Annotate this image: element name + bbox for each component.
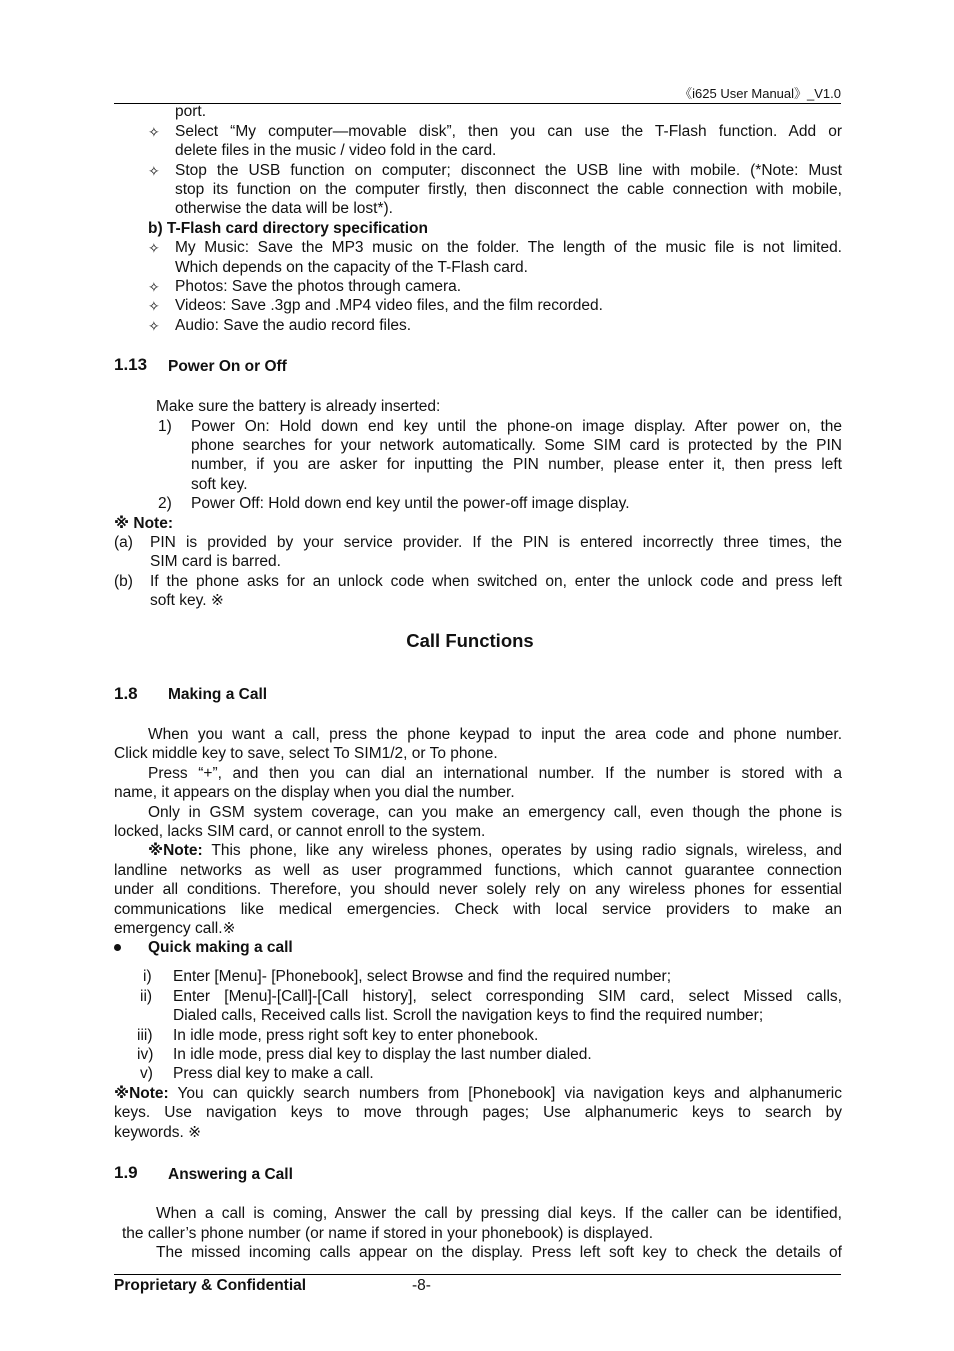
answering-p1-line-2: the caller’s phone number (or name if stored in your phonebook) is displayed. — [122, 1225, 654, 1242]
diamond-bullet-icon: ✧ — [148, 163, 160, 179]
usb-bullet-2-line-2: stop its function on the computer firstly, then disconnect the cable connection with mobile, — [175, 181, 842, 198]
filled-bullet-icon — [114, 944, 121, 951]
section-title-answering-call: Answering a Call — [168, 1166, 293, 1183]
quick-num-ii: ii) — [140, 988, 153, 1005]
note-text: You can quickly search numbers from [Phonebook] via navigation keys and alphanumeric — [168, 1085, 842, 1102]
answering-p2-line-1: The missed incoming calls appear on the display. Press left soft key to check the details of — [156, 1244, 842, 1261]
quick-item-iv: In idle mode, press dial key to display the last number dialed. — [173, 1046, 592, 1063]
quick-call-heading: Quick making a call — [148, 939, 293, 956]
note-a-label: (a) — [114, 534, 133, 551]
footer-confidential: Proprietary & Confidential — [114, 1277, 307, 1294]
making-note-line-5: emergency call.※ — [114, 920, 236, 937]
power-num-2: 2) — [158, 495, 172, 512]
power-off-text: Power Off: Hold down end key until the power-off image display. — [191, 495, 630, 512]
note-b-label: (b) — [114, 573, 133, 590]
header-rule — [114, 103, 841, 104]
making-note-line-3: under all conditions. Therefore, you should never solely rely on any wireless phones for essential — [114, 881, 842, 898]
making-note-line-4: communications like medical emergencies. Check with local service providers to make an — [114, 901, 842, 918]
making-p3-line-1: Only in GSM system coverage, can you make an emergency call, even though the phone is — [148, 804, 842, 821]
quick-note-line-2: keys. Use navigation keys to move through pages; Use alphanumeric keys to search by — [114, 1104, 842, 1121]
note-b-line-2: soft key. ※ — [150, 592, 224, 609]
power-on-line-1: Power On: Hold down end key until the phone-on image display. After power on, the — [191, 418, 842, 435]
quick-num-iii: iii) — [137, 1027, 153, 1044]
diamond-bullet-icon: ✧ — [148, 298, 160, 314]
footer-rule — [114, 1274, 841, 1275]
tflash-subheading: b) T-Flash card directory specification — [148, 220, 428, 237]
quick-num-iv: iv) — [137, 1046, 154, 1063]
power-intro: Make sure the battery is already inserted: — [156, 398, 441, 415]
making-p2-line-1: Press “+”, and then you can dial an international number. If the number is stored with a — [148, 765, 842, 782]
answering-p1-line-1: When a call is coming, Answer the call by pressing dial keys. If the caller can be identified, — [156, 1205, 842, 1222]
making-p3-line-2: locked, lacks SIM card, or cannot enroll to the system. — [114, 823, 486, 840]
quick-item-iii: In idle mode, press right soft key to enter phonebook. — [173, 1027, 539, 1044]
power-on-line-2: phone searches for your network automatically. Some SIM card is protected by the PIN — [191, 437, 842, 454]
making-p2-line-2: name, it appears on the display when you dial the number. — [114, 784, 515, 801]
quick-item-ii-line-1: Enter [Menu]-[Call]-[Call history], select corresponding SIM card, select Missed calls, — [173, 988, 842, 1005]
note-b-line-1: If the phone asks for an unlock code when switched on, enter the unlock code and press left — [150, 573, 842, 590]
tflash-videos: Videos: Save .3gp and .MP4 video files, and the film recorded. — [175, 297, 603, 314]
note-a-line-1: PIN is provided by your service provider. If the PIN is entered incorrectly three times, the — [150, 534, 842, 551]
making-p1-line-2: Click middle key to save, select To SIM1/2, or To phone. — [114, 745, 498, 762]
quick-item-i: Enter [Menu]- [Phonebook], select Browse and find the required number; — [173, 968, 672, 985]
quick-note-line-3: keywords. ※ — [114, 1124, 202, 1141]
diamond-bullet-icon: ✧ — [148, 318, 160, 334]
header-title: 《i625 User Manual》_V1.0 — [679, 86, 841, 101]
usb-bullet-2-line-3: otherwise the data will be lost*). — [175, 200, 393, 217]
section-number-1-13: 1.13 — [114, 355, 148, 374]
quick-note-line-1 — [114, 1084, 842, 1103]
power-on-line-4: soft key. — [191, 476, 248, 493]
quick-num-v: v) — [140, 1065, 153, 1082]
diamond-bullet-icon: ✧ — [148, 279, 160, 295]
chapter-title-call-functions: Call Functions — [406, 630, 534, 651]
quick-num-i: i) — [143, 968, 152, 985]
power-on-line-3: number, if you are asker for inputting the PIN number, please enter it, then press left — [191, 456, 842, 473]
diamond-bullet-icon: ✧ — [148, 124, 160, 140]
making-note-line-2: landline networks as well as user programmed functions, which cannot guarantee connection — [114, 862, 842, 879]
note-label: ※Note: — [148, 842, 203, 859]
making-note-line-1 — [148, 841, 842, 860]
tflash-photos: Photos: Save the photos through camera. — [175, 278, 462, 295]
tflash-music-line-1: My Music: Save the MP3 music on the folder. The length of the music file is not limited. — [175, 239, 842, 256]
note-text: This phone, like any wireless phones, operates by using radio signals, wireless, and — [202, 842, 842, 859]
usb-bullet-1-line-2: delete files in the music / video fold in the card. — [175, 142, 497, 159]
section-number-1-8: 1.8 — [114, 684, 138, 703]
usb-continuation: port. — [175, 103, 207, 120]
footer-page-number: -8- — [412, 1277, 431, 1294]
quick-item-ii-line-2: Dialed calls, Received calls list. Scroll the navigation keys to find the required number; — [173, 1007, 764, 1024]
note-a-line-2: SIM card is barred. — [150, 553, 281, 570]
tflash-music-line-2: Which depends on the capacity of the T-Flash card. — [175, 259, 528, 276]
tflash-audio: Audio: Save the audio record files. — [175, 317, 412, 334]
power-note-label: ※ Note: — [114, 515, 173, 532]
quick-item-v: Press dial key to make a call. — [173, 1065, 374, 1082]
section-title-power: Power On or Off — [168, 358, 287, 375]
making-p1-line-1: When you want a call, press the phone keypad to input the area code and phone number. — [148, 726, 842, 743]
power-num-1: 1) — [158, 418, 172, 435]
section-title-making-call: Making a Call — [168, 686, 268, 703]
note-label: ※Note: — [114, 1085, 169, 1102]
section-number-1-9: 1.9 — [114, 1163, 138, 1182]
usb-bullet-1-line-1: Select “My computer—movable disk”, then you can use the T-Flash function. Add or — [175, 123, 842, 140]
diamond-bullet-icon: ✧ — [148, 240, 160, 256]
usb-bullet-2-line-1: Stop the USB function on computer; disconnect the USB line with mobile. (*Note: Must — [175, 162, 842, 179]
